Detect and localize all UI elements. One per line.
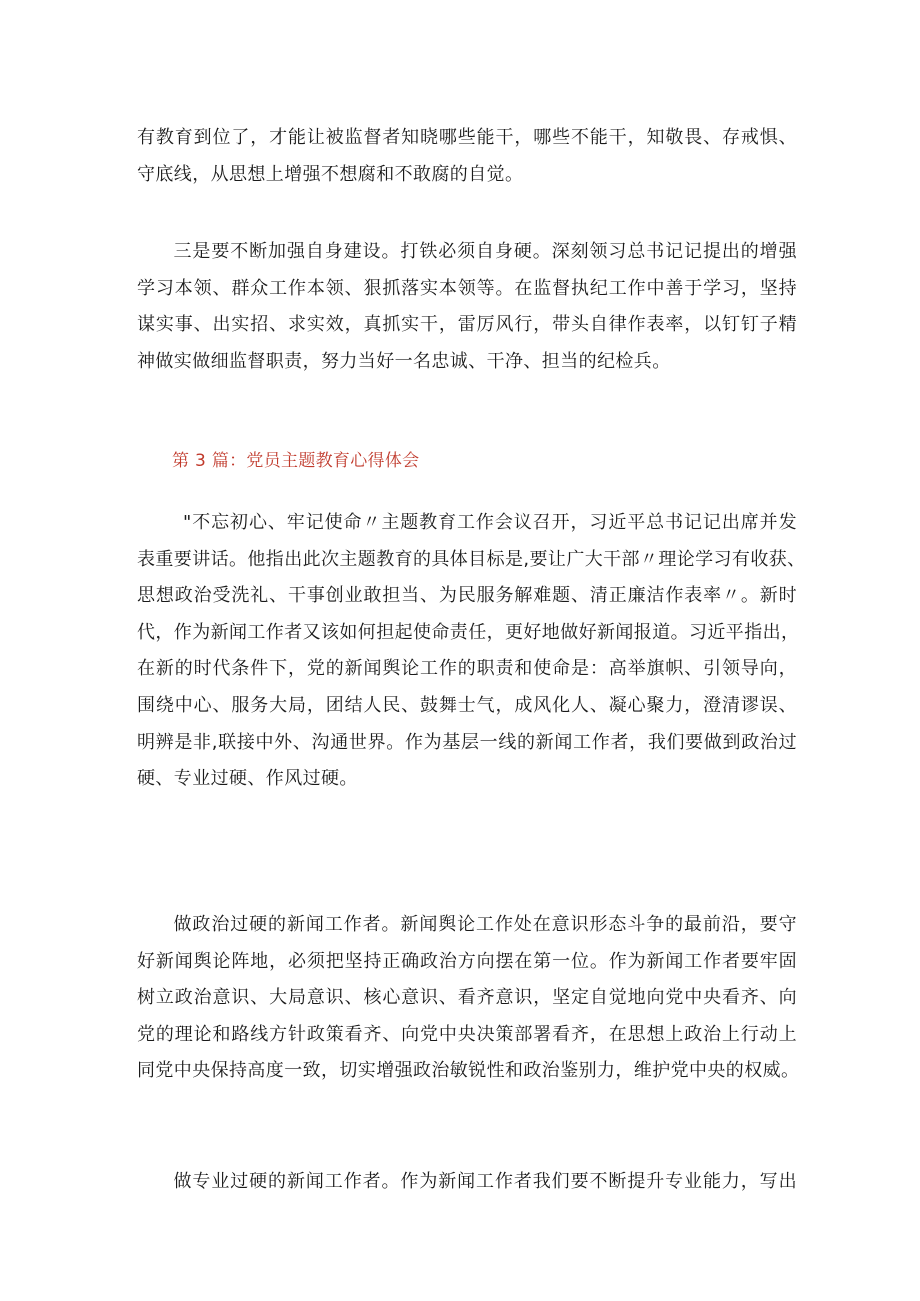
text-line: 好新闻舆论阵地，必须把坚持正确政治方向摆在第一位。作为新闻工作者要牢固 xyxy=(137,950,797,972)
text-line: 明辨是非,联接中外、沟通世界。作为基层一线的新闻工作者，我们要做到政治过 xyxy=(137,731,797,753)
text-line: 三是要不断加强自身建设。打铁必须自身硬。深刻领习总书记记提出的增强 xyxy=(173,241,797,262)
paragraph-political xyxy=(137,907,800,1090)
text-line: 党的理论和路线方针政策看齐、向党中央决策部署看齐，在思想上政治上行动上 xyxy=(137,1023,797,1045)
paragraph-professional xyxy=(137,1164,797,1201)
text-line: 守底线，从思想上增强不想腐和不敢腐的自觉。 xyxy=(137,163,524,185)
text-line: 表重要讲话。他指出此次主题教育的具体目标是,要让广大干部〃理论学习有收获、 xyxy=(137,548,806,570)
text-line: 神做实做细监督职责，努力当好一名忠诚、干净、担当的纪检兵。 xyxy=(137,350,671,372)
text-line: 做政治过硬的新闻工作者。新闻舆论工作处在意识形态斗争的最前沿，要守 xyxy=(173,914,797,935)
text-line: 在新的时代条件下，党的新闻舆论工作的职责和使命是：高举旗帜、引领导向， xyxy=(137,658,797,680)
text-line: 代，作为新闻工作者又该如何担起使命责任，更好地做好新闻报道。习近平指出， xyxy=(137,621,800,643)
text-line: 同党中央保持高度一致，切实增强政治敏锐性和政治鉴别力，维护党中央的权威。 xyxy=(137,1060,800,1082)
text-line: 学习本领、群众工作本领、狠抓落实本领等。在监督执纪工作中善于学习，坚持 xyxy=(137,277,797,299)
text-line: 围绕中心、服务大局，团结人民、鼓舞士气，成风化人、凝心聚力，澄清谬误、 xyxy=(137,694,797,716)
text-line: 树立政治意识、大局意识、核心意识、看齐意识，坚定自觉地向党中央看齐、向 xyxy=(137,987,797,1009)
text-line: 思想政治受洗礼、干事创业敢担当、为民服务解难题、清正廉洁作表率〃。新时 xyxy=(137,585,797,607)
text-line: 做专业过硬的新闻工作者。作为新闻工作者我们要不断提升专业能力，写出 xyxy=(173,1171,797,1192)
text-line: 谋实事、出实招、求实效，真抓实干，雷厉风行，带头自律作表率，以钉钉子精 xyxy=(137,314,797,336)
text-line: "不忘初心、牢记使命〃主题教育工作会议召开，习近平总书记记出席并发 xyxy=(183,512,797,533)
paragraph-self-building xyxy=(137,234,797,380)
text-line: 有教育到位了，才能让被监督者知晓哪些能干，哪些不能干，知敬畏、存戒惧、 xyxy=(137,127,797,148)
paragraph-continuation xyxy=(137,120,797,193)
paragraph-intro xyxy=(137,505,806,798)
text-line: 硬、专业过硬、作风过硬。 xyxy=(137,768,358,790)
section-heading: 第 3 篇：党员主题教育心得体会 xyxy=(172,451,420,471)
